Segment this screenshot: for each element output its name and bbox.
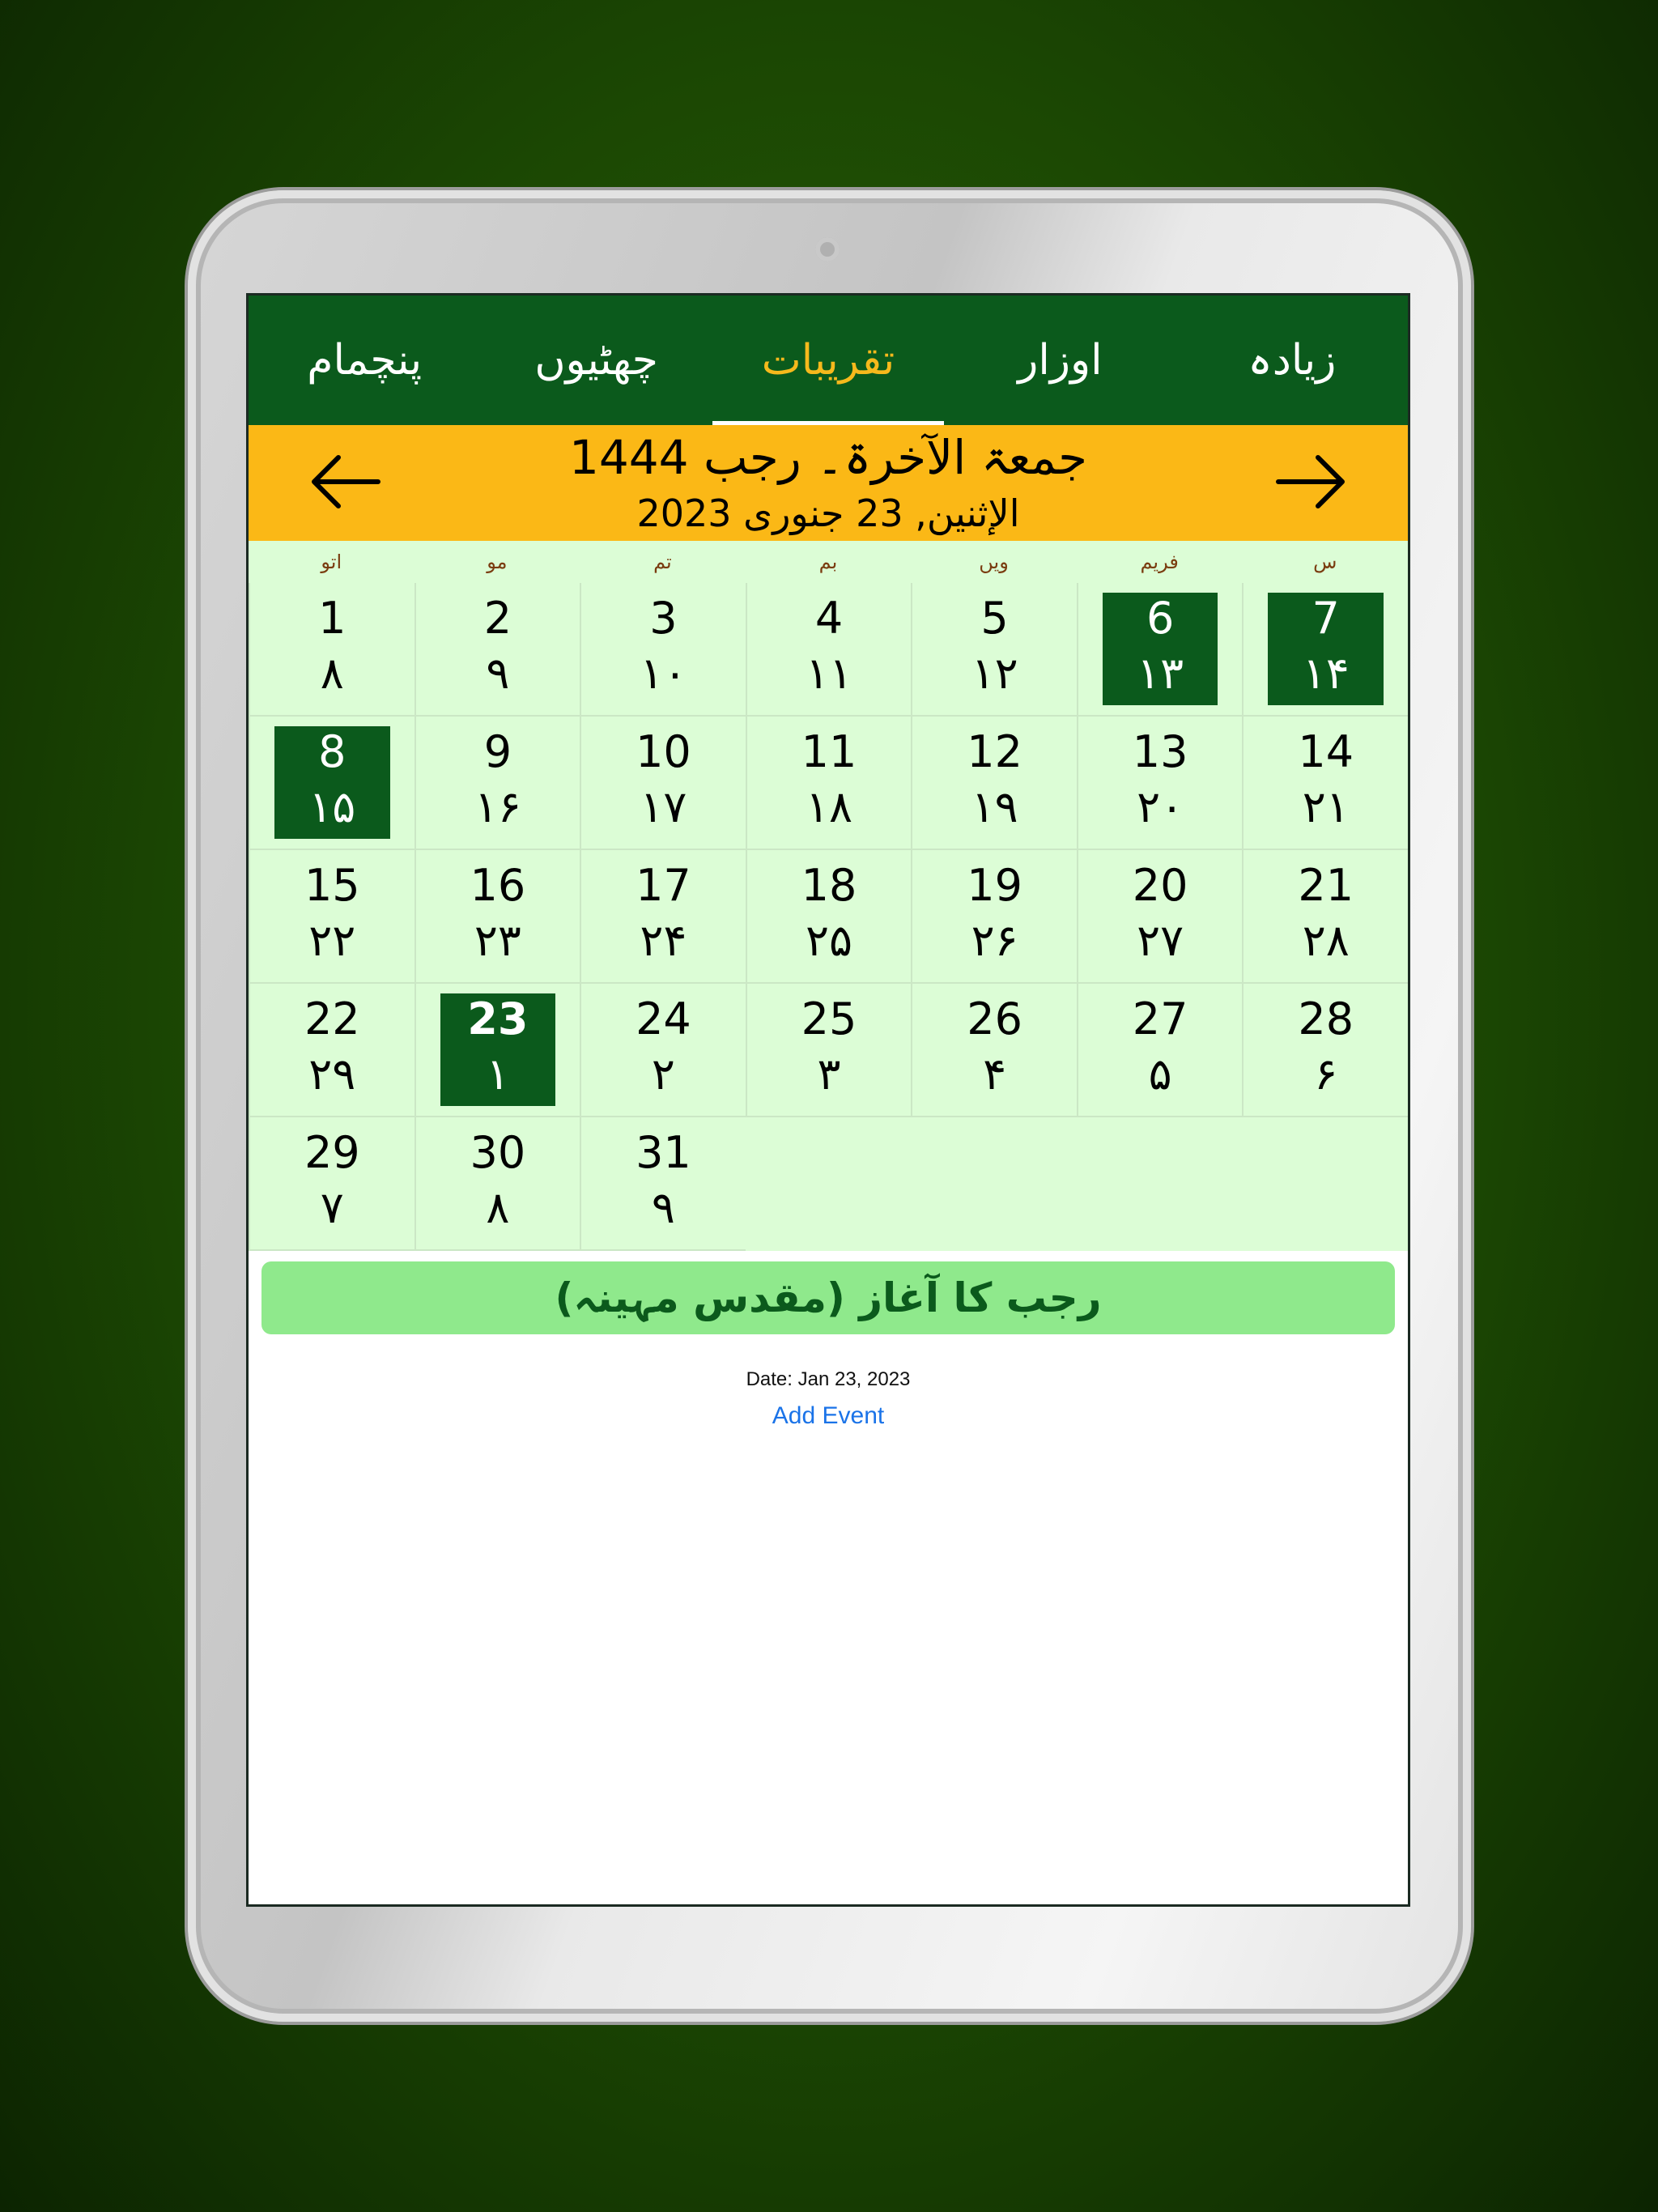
day-cell[interactable] [746,583,912,717]
day-cell[interactable] [1242,984,1408,1117]
gregorian-day-number: 24 [636,993,691,1044]
tab-1[interactable]: زیادہ [1248,336,1337,385]
weekday-label: اتو [321,551,342,573]
hijri-day-number: ۱۷ [640,781,687,832]
gregorian-day-number: 23 [467,993,529,1044]
hijri-month-title: جمعۃ الآخرۃ۔ رجب 1444 [568,430,1088,485]
gregorian-day-number: 22 [304,993,360,1044]
hijri-day-number: ۲۷ [1137,915,1184,966]
day-cell[interactable] [1077,583,1243,717]
weekday-label: مو [487,551,508,573]
day-cell[interactable] [1077,984,1243,1117]
day-cell-selected[interactable] [414,984,580,1117]
hijri-day-number: ۲۴ [640,915,687,966]
tab-4[interactable]: چھٹیوں [534,336,658,385]
gregorian-day-number: 26 [967,993,1022,1044]
day-cell[interactable] [911,850,1077,984]
hijri-day-number: ۲۵ [806,915,853,966]
gregorian-day-number: 4 [814,593,844,644]
day-cell[interactable] [249,984,414,1117]
tab-2[interactable]: اوزار [1018,336,1103,385]
gregorian-day-number: 8 [318,726,346,777]
gregorian-day-number: 21 [1298,860,1354,911]
weekday-label: س [1313,551,1337,573]
gregorian-day-number: 14 [1298,726,1354,777]
day-cell[interactable] [1077,717,1243,850]
hijri-day-number: ۱۱ [806,648,853,699]
hijri-day-number: ۲۳ [474,915,521,966]
gregorian-day-number: 19 [967,860,1022,911]
hijri-day-number: ۴ [983,1049,1007,1100]
gregorian-day-number: 12 [967,726,1022,777]
gregorian-day-number: 10 [636,726,691,777]
hijri-day-number: ۵ [1148,1049,1172,1100]
day-cell[interactable] [580,717,746,850]
gregorian-day-number: 28 [1298,993,1354,1044]
hijri-day-number: ۱ [486,1049,510,1100]
add-event-link[interactable]: Add Event [772,1402,885,1429]
app-screen [246,293,1410,1907]
hijri-day-number: ۱۵ [308,781,356,832]
gregorian-day-number: 20 [1132,860,1188,911]
day-cell[interactable] [580,1117,746,1251]
gregorian-day-number: 30 [470,1127,526,1178]
gregorian-day-number: 13 [1132,726,1188,777]
day-cell[interactable] [580,850,746,984]
gregorian-day-number: 2 [483,593,512,644]
hijri-day-number: ۲۲ [308,915,356,966]
gregorian-day-number: 11 [801,726,857,777]
day-cell[interactable] [580,984,746,1117]
event-banner[interactable]: رجب کا آغاز (مقدس مہینہ) [261,1261,1395,1334]
day-cell[interactable] [249,583,414,717]
hijri-day-number: ۶ [1314,1049,1338,1100]
hijri-day-number: ۱۹ [971,781,1018,832]
hijri-day-number: ۲۶ [971,915,1018,966]
hijri-day-number: ۲۸ [1302,915,1350,966]
calendar-grid [249,583,1408,1251]
hijri-day-number: ۲۱ [1302,781,1350,832]
empty-day-cell [1242,1117,1408,1251]
hijri-day-number: ۹ [651,1182,675,1233]
gregorian-day-number: 3 [649,593,678,644]
day-cell[interactable] [1242,850,1408,984]
day-cell[interactable] [1077,850,1243,984]
hijri-day-number: ۱۰ [640,648,687,699]
gregorian-day-number: 5 [980,593,1009,644]
hijri-day-number: ۱۸ [806,781,853,832]
day-cell[interactable] [580,583,746,717]
hijri-day-number: ۲۹ [308,1049,356,1100]
gregorian-day-number: 18 [801,860,857,911]
hijri-day-number: ۳ [817,1049,841,1100]
gregorian-day-number: 31 [636,1127,691,1178]
day-cell[interactable] [911,984,1077,1117]
hijri-day-number: ۲ [651,1049,675,1100]
hijri-day-number: ۱۶ [474,781,521,832]
gregorian-day-number: 15 [304,860,360,911]
gregorian-day-number: 1 [318,593,346,644]
tab-5[interactable]: پنچمام [307,336,423,385]
hijri-day-number: ۱۳ [1137,648,1184,699]
empty-day-cell [911,1117,1077,1251]
day-cell[interactable] [414,717,580,850]
gregorian-day-number: 29 [304,1127,360,1178]
day-cell[interactable] [414,850,580,984]
day-cell[interactable] [249,1117,414,1251]
weekday-label: ویں [979,551,1009,573]
weekday-label: تم [653,551,672,573]
selected-date-label: Date: Jan 23, 2023 [746,1368,911,1390]
day-cell[interactable] [1242,583,1408,717]
gregorian-day-number: 25 [801,993,857,1044]
day-cell[interactable] [1242,717,1408,850]
day-cell[interactable] [746,850,912,984]
top-tab-bar [249,296,1408,425]
camera-icon [815,237,840,262]
day-cell[interactable] [249,717,414,850]
day-cell[interactable] [911,583,1077,717]
hijri-day-number: ۹ [486,648,510,699]
day-cell[interactable] [249,850,414,984]
gregorian-day-number: 7 [1312,593,1340,644]
weekday-label: بم [818,551,838,573]
hijri-day-number: ۱۲ [971,648,1018,699]
gregorian-day-number: 16 [470,860,526,911]
tab-3[interactable]: تقریبات [712,296,944,425]
empty-day-cell [1077,1117,1243,1251]
gregorian-day-number: 9 [483,726,512,777]
hijri-day-number: ۷ [320,1182,344,1233]
hijri-day-number: ۱۴ [1302,648,1350,699]
empty-day-cell [746,1117,912,1251]
hijri-day-number: ۲۰ [1137,781,1184,832]
month-header [249,425,1408,541]
gregorian-day-number: 6 [1146,593,1175,644]
day-cell[interactable] [911,717,1077,850]
gregorian-day-number: 17 [636,860,691,911]
gregorian-date: الإثنين, 23 جنوری 2023 [636,491,1020,535]
day-cell[interactable] [746,717,912,850]
arrow-right-icon[interactable] [1274,449,1347,514]
day-cell[interactable] [746,984,912,1117]
gregorian-day-number: 27 [1132,993,1188,1044]
weekday-header-row [249,541,1408,583]
day-cell[interactable] [414,1117,580,1251]
weekday-label: فریم [1140,551,1179,573]
hijri-day-number: ۸ [320,648,344,699]
day-cell[interactable] [414,583,580,717]
hijri-day-number: ۸ [486,1182,510,1233]
